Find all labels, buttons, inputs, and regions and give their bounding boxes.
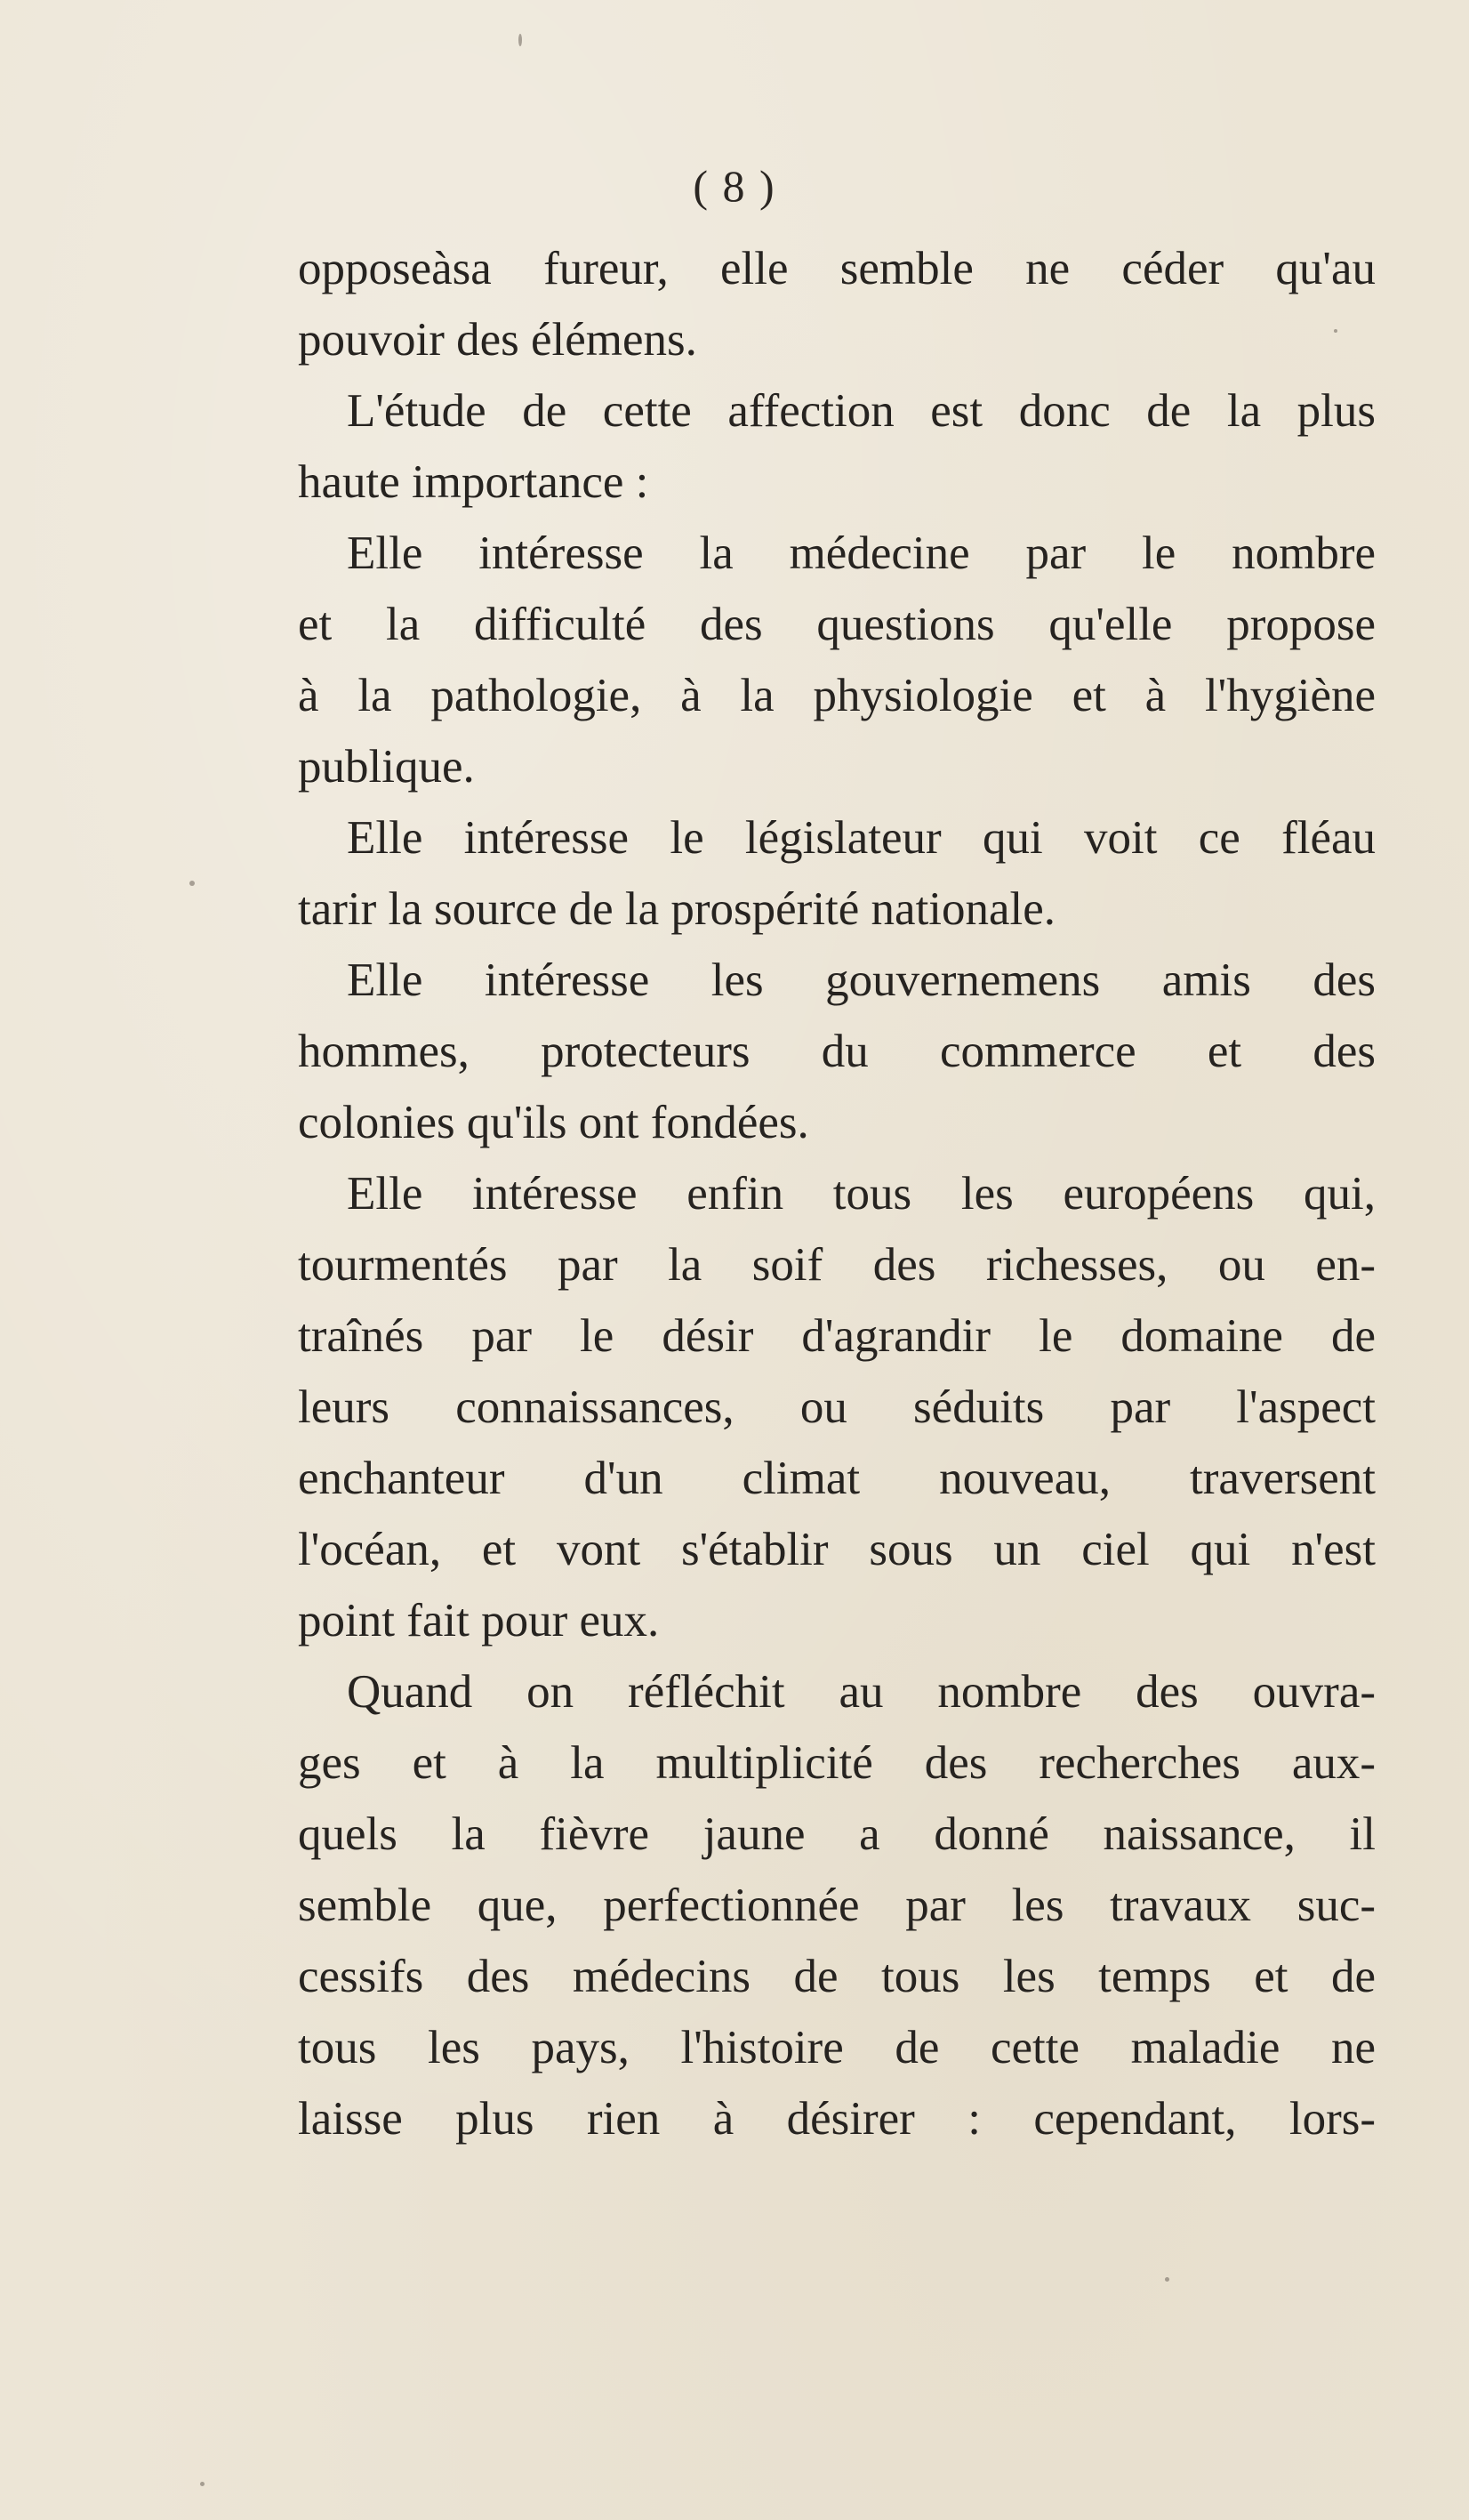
text-line: quels la fièvre jaune a donné naissance, il xyxy=(298,1808,1376,1860)
body-text xyxy=(298,233,1376,2154)
text-line: traînés par le désir d'agrandir le domaine de xyxy=(298,1310,1376,1362)
paper-speck xyxy=(1334,329,1337,333)
text-line: colonies qu'ils ont fondées. xyxy=(298,1097,809,1148)
text-line: haute importance : xyxy=(298,456,649,508)
text-line: l'océan, et vont s'établir sous un ciel qui n'est xyxy=(298,1524,1376,1575)
paper-speck xyxy=(1165,2277,1169,2282)
text-line: enchanteur d'un climat nouveau, traversent xyxy=(298,1453,1376,1504)
text-line: tous les pays, l'histoire de cette maladie ne xyxy=(298,2022,1376,2073)
page-number: ( 8 ) xyxy=(693,161,776,211)
text-line: et la difficulté des questions qu'elle propose xyxy=(298,599,1376,650)
paper-speck xyxy=(189,881,195,886)
text-line: publique. xyxy=(298,741,475,793)
text-line: cessifs des médecins de tous les temps et de xyxy=(298,1951,1376,2002)
text-line: laisse plus rien à désirer : cependant, lors- xyxy=(298,2093,1376,2145)
text-line: ges et à la multiplicité des recherches aux- xyxy=(298,1737,1376,1789)
text-line: tourmentés par la soif des richesses, ou en- xyxy=(298,1239,1376,1291)
text-line: Elle intéresse enfin tous les européens qui, xyxy=(347,1168,1376,1220)
text-line: Quand on réfléchit au nombre des ouvra- xyxy=(347,1666,1376,1718)
text-line: Elle intéresse les gouvernemens amis des xyxy=(347,954,1376,1006)
text-line: point fait pour eux. xyxy=(298,1595,660,1646)
text-line: pouvoir des élémens. xyxy=(298,314,697,366)
text-line: Elle intéresse le législateur qui voit ce fléau xyxy=(347,812,1376,864)
paper-speck xyxy=(518,34,522,46)
text-line: à la pathologie, à la physiologie et à l'hygiène xyxy=(298,670,1376,721)
text-line: Elle intéresse la médecine par le nombre xyxy=(347,527,1376,579)
text-line: opposeàsa fureur, elle semble ne céder qu'au xyxy=(298,243,1376,294)
text-line: leurs connaissances, ou séduits par l'aspect xyxy=(298,1381,1376,1433)
text-line: semble que, perfectionnée par les travaux suc- xyxy=(298,1880,1376,1931)
text-line: L'étude de cette affection est donc de la plus xyxy=(347,385,1376,437)
text-line: hommes, protecteurs du commerce et des xyxy=(298,1026,1376,1077)
paper-speck xyxy=(200,2482,205,2486)
text-line: tarir la source de la prospérité nationale. xyxy=(298,883,1056,935)
